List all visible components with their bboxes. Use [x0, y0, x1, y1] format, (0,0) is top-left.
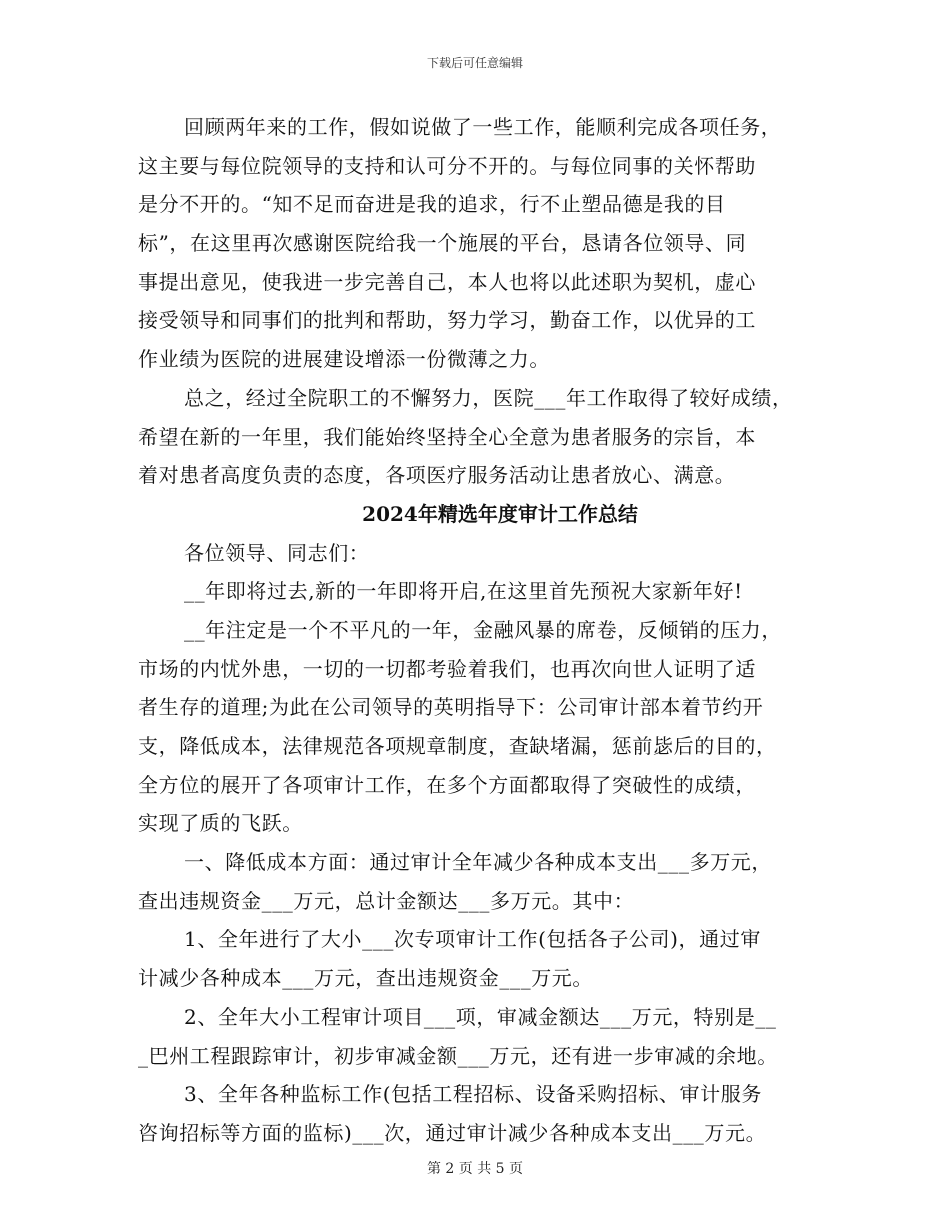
- paragraph-line: 事提出意见，使我进一步完善自己，本人也将以此述职为契机，虚心: [138, 269, 756, 294]
- salutation-line: 各位领导、同志们：: [184, 540, 370, 565]
- header-note: 下载后可任意编辑: [426, 56, 523, 70]
- paragraph-line: 2、全年大小工程审计项目___项，审减金额达___万元，特别是__: [184, 1004, 777, 1029]
- paragraph-line: 查出违规资金___万元，总计金额达___多万元。其中：: [138, 888, 635, 913]
- paragraph-line: 标”，在这里再次感谢医院给我一个施展的平台，恳请各位领导、同: [138, 231, 747, 256]
- paragraph-line: 一、降低成本方面：通过审计全年减少各种成本支出___多万元，: [184, 850, 772, 875]
- paragraph-line: _巴州工程跟踪审计，初步审减金额___万元，还有进一步审减的余地。: [138, 1043, 778, 1068]
- section-title: 2024年精选年度审计工作总结: [362, 501, 638, 526]
- paragraph-line: 计减少各种成本___万元，查出违规资金___万元。: [138, 966, 593, 991]
- paragraph-line: __年注定是一个不平凡的一年，金融风暴的席卷，反倾销的压力，: [184, 617, 782, 642]
- paragraph-line: 市场的内忧外患，一切的一切都考验着我们，也再次向世人证明了适: [138, 656, 756, 681]
- document-body: [138, 108, 838, 1153]
- paragraph-line: 作业绩为医院的进展建设增添一份微薄之力。: [138, 347, 550, 372]
- paragraph-line: 接受领导和同事们的批判和帮助，努力学习，勤奋工作，以优异的工: [138, 308, 756, 333]
- paragraph-line: 回顾两年来的工作，假如说做了一些工作，能顺利完成各项任务，: [184, 115, 782, 139]
- paragraph-line: 总之，经过全院职工的不懈努力，医院___年工作取得了较好成绩，: [184, 385, 793, 410]
- paragraph-line: 着对患者高度负责的态度，各项医疗服务活动让患者放心、满意。: [138, 463, 736, 488]
- paragraph-line: 3、全年各种监标工作(包括工程招标、设备采购招标、审计服务: [184, 1082, 762, 1107]
- paragraph-line: 咨询招标等方面的监标)___次，通过审计减少各种成本支出___万元。: [138, 1120, 767, 1145]
- paragraph-line: 全方位的展开了各项审计工作，在多个方面都取得了突破性的成绩，: [138, 772, 756, 797]
- paragraph-line: 者生存的道理;为此在公司领导的英明指导下：公司审计部本着节约开: [138, 695, 764, 720]
- paragraph-line: 希望在新的一年里，我们能始终坚持全心全意为患者服务的宗旨，本: [138, 424, 756, 449]
- paragraph-line: 1、全年进行了大小___次专项审计工作(包括各子公司)，通过审: [184, 927, 761, 952]
- paragraph-line: 实现了质的飞跃。: [138, 811, 303, 836]
- paragraph-line: 这主要与每位院领导的支持和认可分不开的。与每位同事的关怀帮助: [138, 153, 756, 178]
- paragraph-line: __年即将过去,新的一年即将开启,在这里首先预祝大家新年好!: [184, 579, 743, 604]
- paragraph-line: 支，降低成本，法律规范各项规章制度，查缺堵漏，惩前毖后的目的，: [138, 734, 777, 758]
- page-number: 第 2 页 共 5 页: [426, 1161, 524, 1177]
- paragraph-line: 是分不开的。“知不足而奋进是我的追求，行不止塑品德是我的目: [138, 192, 726, 217]
